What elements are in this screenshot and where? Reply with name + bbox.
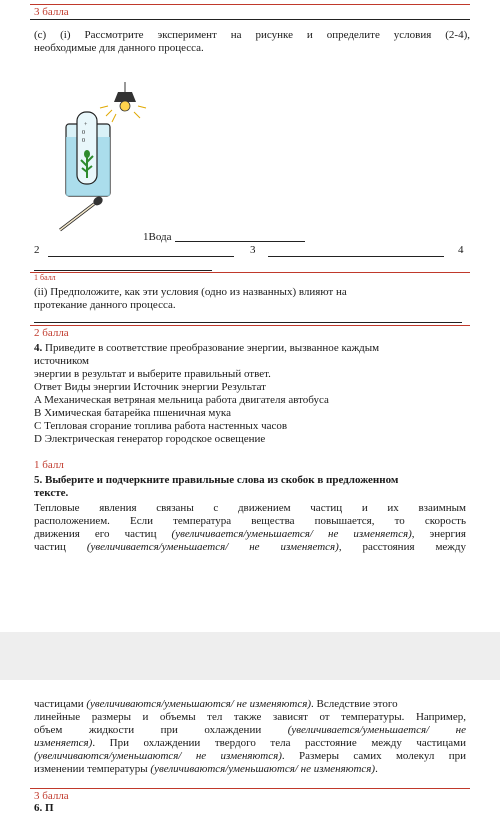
svg-text:0: 0 (82, 138, 85, 144)
experiment-illustration (52, 82, 162, 232)
divider (30, 19, 470, 20)
condition-4-label: 4 (458, 244, 464, 256)
worksheet-page-2 (0, 680, 500, 814)
condition-1-label: 1Вода (143, 231, 172, 243)
condition-4-blank[interactable] (34, 270, 212, 271)
text-line: движения его частиц (увеличивается/уменьшается/ не изменяется), энергия (34, 528, 466, 540)
condition-2-label: 2 (34, 244, 40, 256)
text-line: объем жидкости при охлаждении (увеличивается/уменьшается/ не (34, 724, 466, 736)
condition-3-blank[interactable] (268, 256, 444, 257)
condition-2-blank[interactable] (48, 256, 234, 257)
question-c-i: (с) (i) Рассмотрите эксперимент на рисунке и определите условия (2-4), необходимые для данного процесса. (34, 29, 470, 54)
question-5-text: Тепловые явления связаны с движением частиц и их взаимным расположением. Если температура вещества повышается, то скорость движения его частиц (увеличивается/уменьшается/ не изменяется), энергия частиц (увеличивается/уменьшается/ не изменяется), расстояния между (34, 502, 466, 553)
match-icon (60, 195, 104, 230)
option-a: A Механическая ветряная мельница работа двигателя автобуса (34, 394, 329, 406)
points-label: 1 балл (34, 459, 64, 471)
points-label: 1 балл (34, 273, 56, 282)
question-c-ii: (ii) Предположите, как эти условия (одно из названных) влияют на протекание данного процесса. (34, 286, 347, 311)
condition-3-label: 3 (250, 244, 256, 256)
question-5-continued: частицами (увеличиваются/уменьшаются/ не изменяются). Вследствие этого линейные размеры и объемы тел также зависят от температуры. Например, объем жидкости при охлаждении (увеличивается/уменьшается/ не изменяется). При охлаждении твердого тела расстояние между частицами (увеличиваются/уменьшаются/ не изменяются). Размеры самих молекул при изменении температуры (увеличиваются/уменьшаются/ не изменяются). (34, 698, 467, 775)
points-label: 2 балла (34, 327, 69, 339)
points-label: 3 балла (34, 790, 69, 802)
condition-1-blank[interactable] (175, 241, 305, 242)
question-4-line: 4. Приведите в соответствие преобразование энергии, вызванное каждым (34, 342, 380, 354)
option-c: C Тепловая сгорание топлива работа настенных часов (34, 420, 288, 432)
svg-text:+: + (84, 122, 88, 128)
lamp-icon (100, 82, 146, 122)
text-line: частиц (увеличивается/уменьшается/ не изменяется), расстояния между (34, 541, 466, 553)
divider (30, 325, 470, 326)
text-line: изменении температуры (увеличиваются/уменьшаются/ не изменяются). (34, 763, 378, 775)
text-line: изменяется). При охлаждении твердого тела расстояние между частицами (34, 737, 466, 749)
question-4: 4. Приведите в соответствие преобразование энергии, вызванное каждым источником энергии в результат и выберите правильный ответ. Ответ Виды энергии Источник энергии Результат A Механическая ветряная мельница работа двигателя автобуса B Химическая батарейка пшеничная мука C Тепловая сгорание топлива работа настенных часов D Электрическая генератор городское освещение (34, 342, 470, 446)
text-line: (увеличиваются/уменьшаются/ не изменяются). Размеры самих молекул при (34, 750, 467, 762)
page-gap (0, 632, 500, 680)
points-label: 3 балла (34, 6, 69, 18)
svg-text:0: 0 (82, 130, 85, 136)
text-line: частицами (увеличиваются/уменьшаются/ не изменяются). Вследствие этого (34, 698, 398, 710)
question-6-cut: 6. П (34, 802, 54, 814)
beaker-icon (66, 112, 110, 196)
question-5-title: 5. Выберите и подчеркните правильные слова из скобок в предложенном тексте. (34, 474, 399, 499)
top-divider (30, 4, 470, 5)
divider (30, 272, 470, 273)
option-b: B Химическая батарейка пшеничная мука (34, 407, 231, 419)
answer-blank[interactable] (34, 322, 462, 323)
divider (30, 788, 470, 789)
option-d: D Электрическая генератор городское освещение (34, 433, 266, 445)
